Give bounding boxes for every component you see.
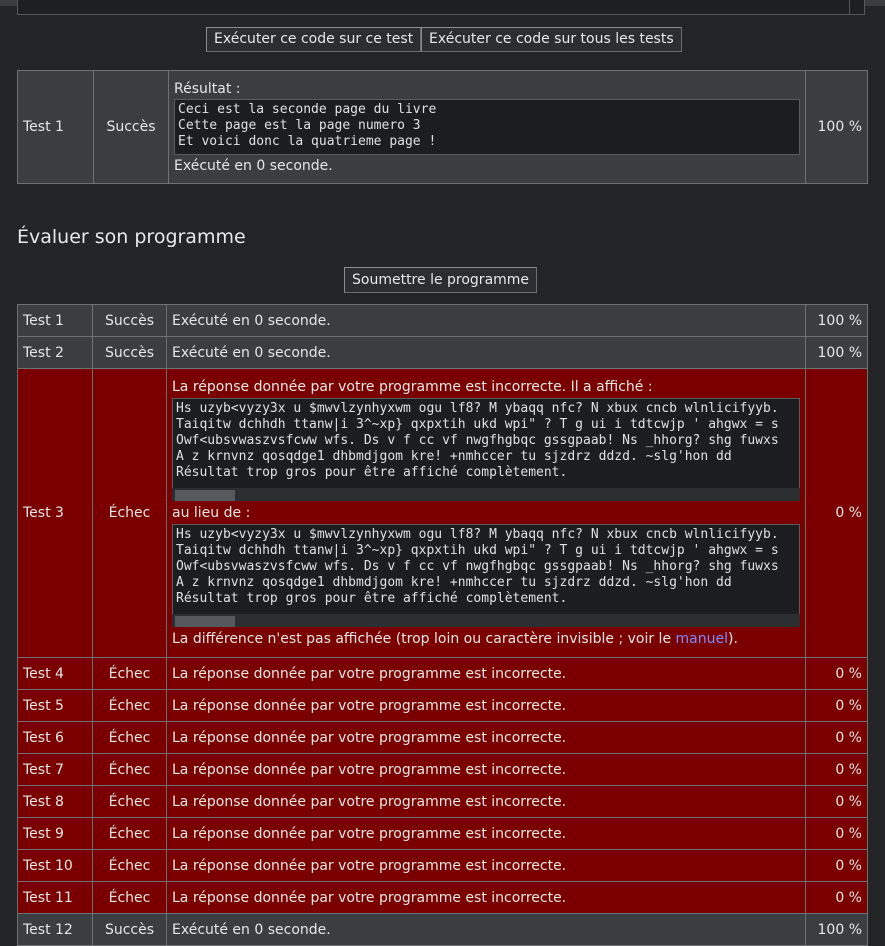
test-score: 0 % (806, 722, 868, 754)
test-name: Test 9 (18, 818, 93, 850)
test-name: Test 5 (18, 690, 93, 722)
test-score: 0 % (806, 818, 868, 850)
expected-label: au lieu de : (172, 505, 251, 521)
evaluate-section-title: Évaluer son programme (17, 226, 246, 248)
evaluation-table (17, 304, 868, 946)
scrollbar-thumb[interactable] (175, 616, 235, 627)
test-name: Test 7 (18, 754, 93, 786)
test-score: 100 % (806, 337, 868, 369)
test-name: Test 4 (18, 658, 93, 690)
test-message: Exécuté en 0 seconde. (167, 305, 806, 337)
test-status: Échec (93, 818, 167, 850)
test-message: La réponse donnée par votre programme est incorrecte. (167, 754, 806, 786)
diff-note (172, 631, 800, 647)
scrollbar-thumb[interactable] (175, 490, 235, 501)
test-score: 0 % (806, 786, 868, 818)
test-status: Échec (93, 658, 167, 690)
test-name: Test 3 (18, 369, 93, 658)
table-row (18, 914, 868, 946)
table-row (18, 658, 868, 690)
table-row (18, 786, 868, 818)
test-score: 100 % (806, 914, 868, 946)
test-status: Échec (93, 690, 167, 722)
result-label: Résultat : (174, 80, 241, 97)
test-message: Exécuté en 0 seconde. (167, 337, 806, 369)
table-row (18, 722, 868, 754)
program-output: Ceci est la seconde page du livre Cette page est la page numero 3 Et voici donc la quatrieme page ! (174, 99, 800, 155)
test-detail (167, 369, 806, 658)
test-name: Test 12 (18, 914, 93, 946)
code-editor-bottom-edge (17, 0, 865, 15)
horizontal-scrollbar[interactable] (172, 614, 800, 627)
table-row (18, 305, 868, 337)
test-message: La réponse donnée par votre programme est incorrecte. (167, 786, 806, 818)
test-message: La réponse donnée par votre programme est incorrecte. (167, 882, 806, 914)
test-name: Test 6 (18, 722, 93, 754)
test-score: 0 % (806, 369, 868, 658)
test-name: Test 11 (18, 882, 93, 914)
test-message: La réponse donnée par votre programme est incorrecte. (167, 818, 806, 850)
table-row (18, 754, 868, 786)
test-message: La réponse donnée par votre programme est incorrecte. (167, 722, 806, 754)
displayed-label: La réponse donnée par votre programme est incorrecte. Il a affiché : (172, 379, 653, 395)
test-name: Test 8 (18, 786, 93, 818)
test-score: 0 % (806, 850, 868, 882)
submit-program-button[interactable]: Soumettre le programme (344, 267, 537, 293)
test-name: Test 10 (18, 850, 93, 882)
test-status: Succès (93, 305, 167, 337)
test-status: Échec (93, 722, 167, 754)
test-score: 0 % (806, 658, 868, 690)
test-status: Échec (93, 754, 167, 786)
test-message: Exécuté en 0 seconde. (167, 914, 806, 946)
test-name: Test 1 (18, 305, 93, 337)
table-row (18, 71, 868, 184)
table-row (18, 337, 868, 369)
horizontal-scrollbar[interactable] (172, 488, 800, 501)
test-status: Échec (93, 369, 167, 658)
test-score: 0 % (806, 754, 868, 786)
test-score: 100 % (806, 71, 868, 184)
test-message: La réponse donnée par votre programme est incorrecte. (167, 690, 806, 722)
test-status: Échec (93, 882, 167, 914)
test-result-table (17, 70, 868, 184)
test-score: 100 % (806, 305, 868, 337)
manual-link[interactable]: manuel (675, 631, 728, 647)
table-row (18, 818, 868, 850)
displayed-output: Hs uzyb<vyzy3x u $mwvlzynhyxwm ogu lf8? M ybaqq nfc? N xbux cncb wlnlicifyyb. Taiqitw dchhdh ttanw|i 3^~xp} qxpxtih ukd wpi" ? T g ui i tdtcwjp ' ahgwx = s Owf<ubsvwaszvsfcww wfs. Ds v f cc vf nwgfhgbqc gssgpaab! Ns _hhorg? shg fuwxs A z krnvnz qosqdge1 dhbmdjgom kre! +nmhccer tu sjzdrz ddzd. ~slg'hon dd Résultat trop gros pour être affiché complètement. (172, 398, 800, 501)
test-name: Test 1 (18, 71, 94, 184)
table-row (18, 369, 868, 658)
run-all-tests-button[interactable]: Exécuter ce code sur tous les tests (421, 27, 682, 52)
test-status: Succès (93, 914, 167, 946)
table-row (18, 850, 868, 882)
test-score: 0 % (806, 690, 868, 722)
expected-output-box (172, 524, 800, 627)
run-this-test-button[interactable]: Exécuter ce code sur ce test (206, 27, 421, 52)
test-status: Échec (93, 786, 167, 818)
table-row (18, 690, 868, 722)
test-message: La réponse donnée par votre programme est incorrecte. (167, 658, 806, 690)
test-status: Échec (93, 850, 167, 882)
test-message: La réponse donnée par votre programme est incorrecte. (167, 850, 806, 882)
table-row (18, 882, 868, 914)
editor-scrollbar[interactable] (849, 0, 850, 14)
expected-output: Hs uzyb<vyzy3x u $mwvlzynhyxwm ogu lf8? M ybaqq nfc? N xbux cncb wlnlicifyyb. Taiqitw dchhdh ttanw|i 3^~xp} qxpxtih ukd wpi" ? T g ui i tdtcwjp ' ahgwx = s Owf<ubsvwaszvsfcww wfs. Ds v f cc vf nwgfhgbqc gssgpaab! Ns _hhorg? shg fuwxs A z krnvnz qosqdge1 dhbmdjgom kre! +nmhccer tu sjzdrz ddzd. ~slg'hon dd Résultat trop gros pour être affiché complètement. (172, 524, 800, 627)
displayed-output-box (172, 398, 800, 501)
test-name: Test 2 (18, 337, 93, 369)
test-detail (169, 71, 806, 184)
test-status: Succès (94, 71, 169, 184)
test-score: 0 % (806, 882, 868, 914)
test-status: Succès (93, 337, 167, 369)
diff-note-text: La différence n'est pas affichée (trop loin ou caractère invisible ; voir le (172, 631, 676, 647)
execution-time: Exécuté en 0 seconde. (174, 157, 333, 174)
diff-note-end: ). (727, 631, 738, 647)
